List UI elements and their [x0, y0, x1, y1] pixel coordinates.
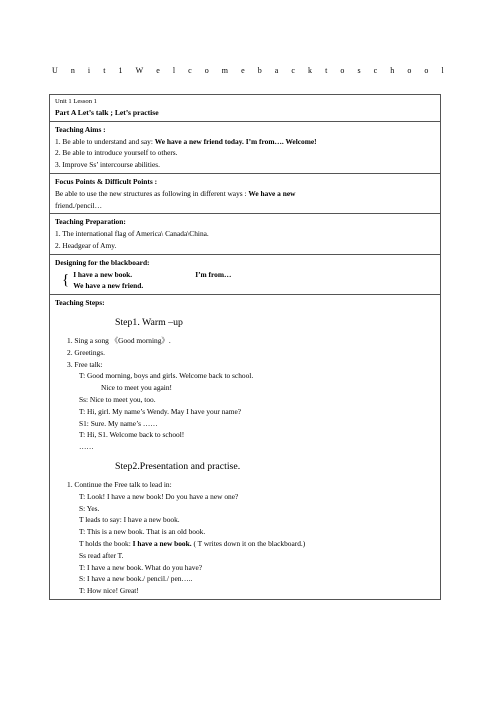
- dialogue-line: Ss: Nice to meet you, too.: [79, 394, 156, 404]
- title-char: a: [274, 66, 279, 75]
- board-title: Designing for the blackboard:: [55, 257, 150, 267]
- dialogue-line: T: Hi, girl. My name’s Wendy. May I have your name?: [79, 406, 241, 416]
- focus-points-cell: [50, 174, 440, 214]
- dialogue-line: T: Look! I have a new book! Do you have a new one?: [79, 491, 239, 501]
- focus-line-2: friend./pencil…: [55, 200, 102, 210]
- teaching-aims-cell: [50, 122, 440, 174]
- title-char: o: [407, 66, 412, 75]
- dialogue-line: T: I have a new book. What do you have?: [79, 562, 203, 572]
- dialogue-line: T: Hi, S1. Welcome back to school!: [79, 430, 185, 440]
- list-item: 1. Sing a song 《Good morning》.: [67, 335, 171, 345]
- title-char: l: [441, 66, 444, 75]
- title-char: n: [70, 66, 75, 75]
- dialogue-line: S: Yes.: [79, 503, 100, 513]
- dialogue-line: T: How nice! Great!: [79, 586, 139, 596]
- steps-title: Teaching Steps:: [55, 298, 105, 308]
- title-char: o: [424, 66, 429, 75]
- board-line: I have a new book.: [73, 269, 133, 279]
- dialogue-line: ……: [79, 442, 94, 452]
- focus-title: Focus Points & Difficult Points :: [55, 176, 158, 186]
- title-char: 1: [118, 66, 123, 75]
- title-char: t: [325, 66, 328, 75]
- teaching-steps-cell: [50, 295, 440, 599]
- title-char: t: [103, 66, 106, 75]
- part-label: Part A Let’s talk ; Let’s practise: [55, 108, 159, 117]
- board-content: [55, 269, 435, 293]
- step2-heading: Step2.Presentation and practise.: [115, 460, 241, 472]
- dialogue-line: S: I have a new book./ pencil./ pen…..: [79, 574, 193, 584]
- prep-title: Teaching Preparation:: [55, 217, 126, 227]
- title-char: o: [340, 66, 345, 75]
- title-char: b: [257, 66, 262, 75]
- dialogue-line: S1: Sure. My name’s ……: [79, 418, 158, 428]
- prep-line-1: 1. The international flag of America\ Canada\China.: [55, 229, 209, 239]
- title-char: c: [188, 66, 192, 75]
- lesson-plan-table: [49, 94, 441, 600]
- aim-line-3: 3. Improve Ss’ intercourse abilities.: [55, 160, 160, 170]
- title-char: h: [390, 66, 395, 75]
- blackboard-cell: [50, 255, 440, 295]
- aims-title: Teaching Aims :: [55, 124, 106, 134]
- title-char: W: [135, 66, 144, 75]
- aim-line-1: 1. Be able to understand and say: We have a new friend today. I’m from…. Welcome!: [55, 136, 317, 146]
- unit-lesson-label: Unit 1 Lesson 1: [55, 98, 97, 105]
- title-char: i: [87, 66, 91, 75]
- title-char: e: [241, 66, 245, 75]
- title-char: e: [156, 66, 160, 75]
- dialogue-line: T holds the book: I have a new book. ( T writes down it on the blackboard.): [79, 538, 306, 548]
- list-item: 3. Free talk:: [67, 359, 103, 369]
- brace-symbol: {: [62, 272, 70, 289]
- list-item: 2. Greetings.: [67, 347, 105, 357]
- dialogue-line: T: This is a new book. That is an old book.: [79, 527, 206, 537]
- header-cell: [50, 95, 440, 122]
- board-lines: [73, 269, 231, 293]
- dialogue-line: T leads to say: I have a new book.: [79, 515, 180, 525]
- title-char: l: [172, 66, 176, 75]
- title-char: k: [308, 66, 313, 75]
- title-char: U: [52, 66, 58, 75]
- board-line: I’m from…: [195, 269, 232, 279]
- title-char: o: [204, 66, 209, 75]
- document-title: [52, 66, 444, 75]
- title-char: c: [373, 66, 378, 75]
- prep-line-2: 2. Headgear of Amy.: [55, 240, 117, 250]
- step1-heading: Step1. Warm –up: [115, 316, 183, 328]
- dialogue-line: T: Good morning, boys and girls. Welcome back to school.: [79, 371, 254, 381]
- title-char: s: [357, 66, 361, 75]
- aim-line-2: 2. Be able to introduce yourself to others.: [55, 148, 178, 158]
- title-char: m: [221, 66, 229, 75]
- title-char: c: [291, 66, 295, 75]
- teaching-preparation-cell: [50, 214, 440, 254]
- list-item: 1. Continue the Free talk to lead in:: [67, 479, 172, 489]
- dialogue-line: Ss read after T.: [79, 550, 124, 560]
- board-row-1: [73, 269, 231, 281]
- dialogue-line: Nice to meet you again!: [101, 383, 173, 393]
- focus-line-1: Be able to use the new structures as following in different ways : We have a new: [55, 188, 296, 198]
- board-line: We have a new friend.: [73, 281, 144, 291]
